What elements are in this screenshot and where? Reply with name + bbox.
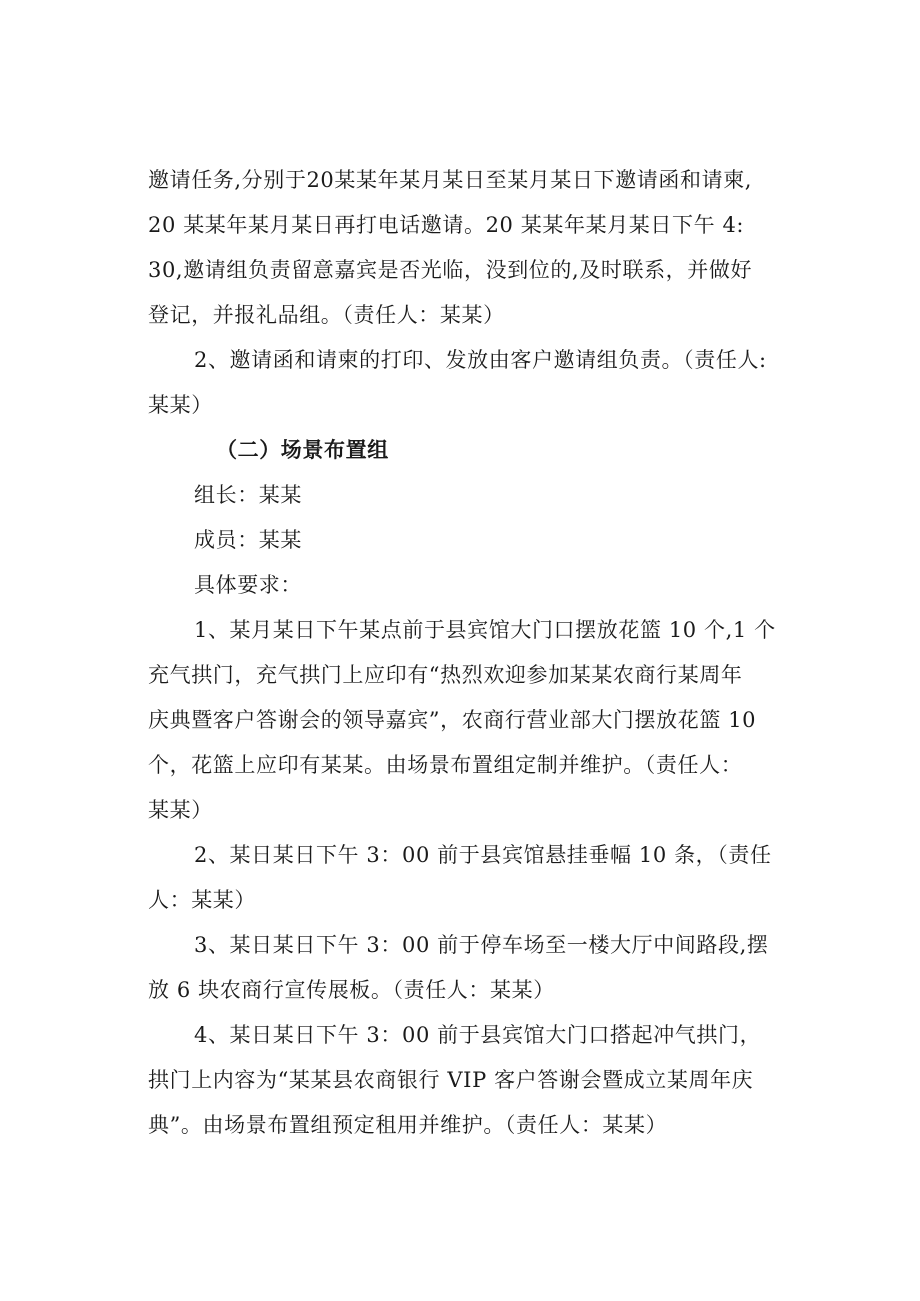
- paragraph-line: 3、某日某日下午 3：00 前于停车场至一楼大厅中间路段,摆: [194, 933, 769, 957]
- paragraph-line: 登记，并报礼品组。（责任人：某某）: [148, 303, 505, 327]
- paragraph-line: 1、某月某日下午某点前于县宾馆大门口摆放花篮 10 个,1 个: [194, 618, 776, 642]
- paragraph-line: 邀请任务,分别于20某某年某月某日至某月某日下邀请函和请柬,: [148, 168, 753, 192]
- team-leader-line: 组长：某某: [194, 483, 302, 507]
- paragraph-line: 人：某某）: [148, 888, 256, 912]
- team-members-line: 成员：某某: [194, 528, 302, 552]
- paragraph-line: 个，花篮上应印有某某。由场景布置组定制并维护。（责任人：: [148, 753, 743, 777]
- paragraph-line: 20 某某年某月某日再打电话邀请。20 某某年某月某日下午 4:: [148, 213, 745, 237]
- paragraph-line: 某某）: [148, 393, 213, 417]
- requirements-label: 具体要求：: [194, 573, 302, 597]
- paragraph-line: 拱门上内容为“某某县农商银行 VIP 客户答谢会暨成立某周年庆: [148, 1068, 754, 1092]
- paragraph-line: 某某）: [148, 798, 213, 822]
- paragraph-line: 庆典暨客户答谢会的领导嘉宾”，农商行营业部大门摆放花篮 10: [148, 708, 757, 732]
- section-heading: （二）场景布置组: [216, 438, 389, 462]
- paragraph-line: 充气拱门，充气拱门上应印有“热烈欢迎参加某某农商行某周年: [148, 663, 743, 687]
- paragraph-line: 30,邀请组负责留意嘉宾是否光临，没到位的,及时联系，并做好: [148, 258, 753, 282]
- paragraph-line: 放 6 块农商行宣传展板。（责任人：某某）: [148, 978, 555, 1002]
- paragraph-line: 典”。由场景布置组预定租用并维护。（责任人：某某）: [148, 1113, 668, 1137]
- document-body: [148, 158, 803, 1148]
- paragraph-line: 2、邀请函和请柬的打印、发放由客户邀请组负责。（责任人:: [194, 348, 767, 372]
- paragraph-line: 4、某日某日下午 3：00 前于县宾馆大门口搭起冲气拱门，: [194, 1023, 762, 1047]
- paragraph-line: 2、某日某日下午 3：00 前于县宾馆悬挂垂幅 10 条，（责任: [194, 843, 772, 867]
